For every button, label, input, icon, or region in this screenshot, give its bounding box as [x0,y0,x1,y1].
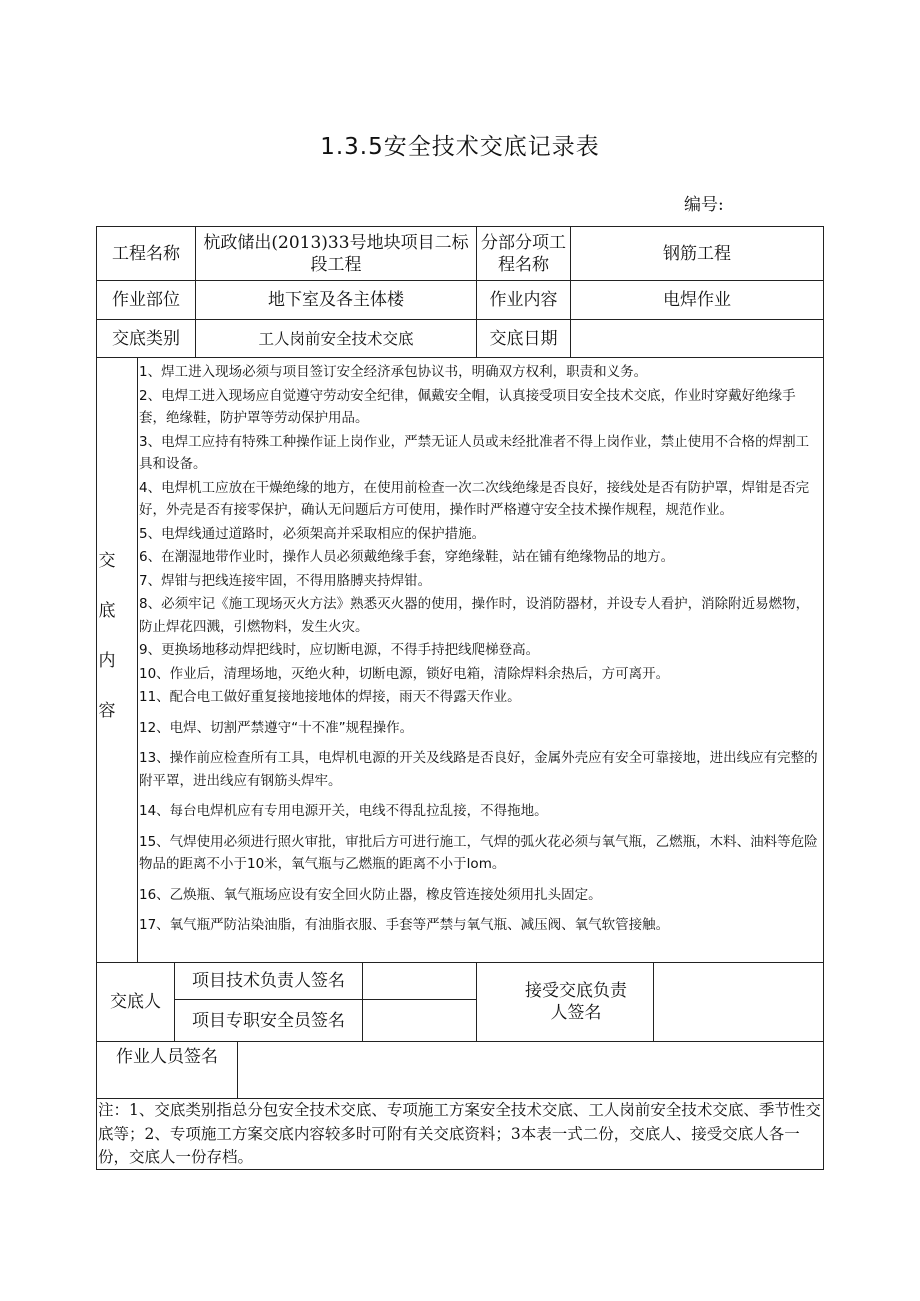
project-name-label: 工程名称 [112,243,180,264]
list-item: 5、电焊线通过道路时，必须架高并采取相应的保护措施。 [139,525,486,542]
briefing-content [139,361,822,962]
receiver-sign-label: 接受交底负责人签名 [525,981,627,1023]
list-item: 12、电焊、切割严禁遵守“十不准”规程操作。 [139,719,414,736]
list-item: 7、焊钳与把线连接牢固，不得用胳膊夹持焊钳。 [139,572,432,589]
list-item: 3、电焊工应持有特殊工种操作证上岗作业，严禁无证人员或未经批准者不得上岗作业，禁止使用不合格的焊割工具和设备。 [139,433,810,472]
content-label [97,548,117,748]
work-location-value: 地下室及各主体楼 [268,290,404,310]
project-name-value: 杭政储出(2013)33号地块项目二标段工程 [203,232,469,275]
page-title: 1.3.5安全技术交底记录表 [320,134,600,160]
briefing-date-label: 交底日期 [489,328,558,349]
work-content-value: 电焊作业 [663,290,731,310]
list-item: 1、焊工进入现场必须与项目签订安全经济承包协议书，明确双方权利，职责和义务。 [139,364,648,380]
workers-sign-label: 作业人员签名 [116,1047,218,1067]
list-item: 15、气焊使用必须进行照火审批，审批后方可进行施工，气焊的弧火花必须与氧气瓶，乙燃瓶，木料、油料等危险物品的距离不小于10米，氧气瓶与乙燃瓶的距离不小于lom。 [139,833,818,872]
workers-sign-field[interactable] [238,1042,823,1098]
content-label-char: 内 [98,651,116,671]
briefer-label: 交底人 [110,992,161,1012]
briefing-date-value[interactable] [571,320,823,357]
tech-lead-sign-field[interactable] [363,963,476,999]
work-location-label: 作业部位 [112,290,180,310]
content-label-char: 容 [98,701,116,721]
list-item: 14、每台电焊机应有专用电源开关，电线不得乱拉乱接，不得拖地。 [139,803,548,819]
list-item: 13、操作前应检查所有工具，电焊机电源的开关及线路是否良好，金属外壳应有安全可靠接地，进出线应有完整的附平罩，进出线应有钢筋头焊牢。 [139,750,818,789]
safety-officer-sign-label: 项目专职安全员签名 [192,1010,345,1031]
list-item: 16、乙焕瓶、氧气瓶场应设有安全回火防止器，橡皮管连接处须用扎头固定。 [139,886,602,903]
list-item: 2、电焊工进入现场应自觉遵守劳动安全纪律，佩戴安全帽，认真接受项目安全技术交底，作业时穿戴好绝缘手套，绝缘鞋，防护罩等劳动保护用品。 [139,387,796,426]
briefing-type-label: 交底类别 [112,328,180,349]
list-item: 6、在潮湿地带作业时，操作人员必须戴绝缘手套，穿绝缘鞋，站在铺有绝缘物品的地方。 [139,549,675,565]
list-item: 11、配合电工做好重复接地接地体的焊接，雨天不得露天作业。 [139,689,521,705]
content-label-char: 交 [98,551,116,571]
tech-lead-sign-label: 项目技术负责人签名 [192,971,345,991]
receiver-sign-field[interactable] [654,963,823,1041]
safety-officer-sign-field[interactable] [363,1000,476,1041]
work-content-label: 作业内容 [489,290,558,310]
list-item: 17、氧气瓶严防沾染油脂，有油脂衣服、手套等严禁与氧气瓶、减压阀、氧气软管接触。 [139,917,670,933]
list-item: 9、更换场地移动焊把线时，应切断电源，不得手持把线爬梯登高。 [139,642,540,658]
footnote: 注：1、交底类别指总分包安全技术交底、专项施工方案安全技术交底、工人岗前安全技术交底、季节性交底等；2、专项施工方案交底内容较多时可附有关交底资料；3本表一式二份，交底人、接受交底人各一份，交底人一份存档。 [98,1101,821,1166]
briefing-type-value: 工人岗前安全技术交底 [258,329,414,348]
content-label-char: 底 [98,601,116,621]
list-item: 8、必须牢记《施工现场灭火方法》熟悉灭火器的使用，操作时，设消防器材，并设专人看护，消除附近易燃物，防止焊花四溅，引燃物料，发生火灾。 [139,596,810,635]
list-item: 10、作业后，清理场地，灭绝火种，切断电源，锁好电箱，清除焊料余热后，方可离开。 [139,665,670,682]
sub-project-value: 钢筋工程 [663,243,731,264]
list-item: 4、电焊机工应放在干燥绝缘的地方，在使用前检查一次二次线绝缘是否良好，接线处是否有防护罩，焊钳是否完好，外壳是否有接零保护，确认无问题后方可使用，操作时严格遵守安全技术操作规程，规范作业。 [139,479,810,518]
serial-number-label: 编号: [684,195,724,215]
sub-project-label: 分部分项工程名称 [481,232,566,275]
